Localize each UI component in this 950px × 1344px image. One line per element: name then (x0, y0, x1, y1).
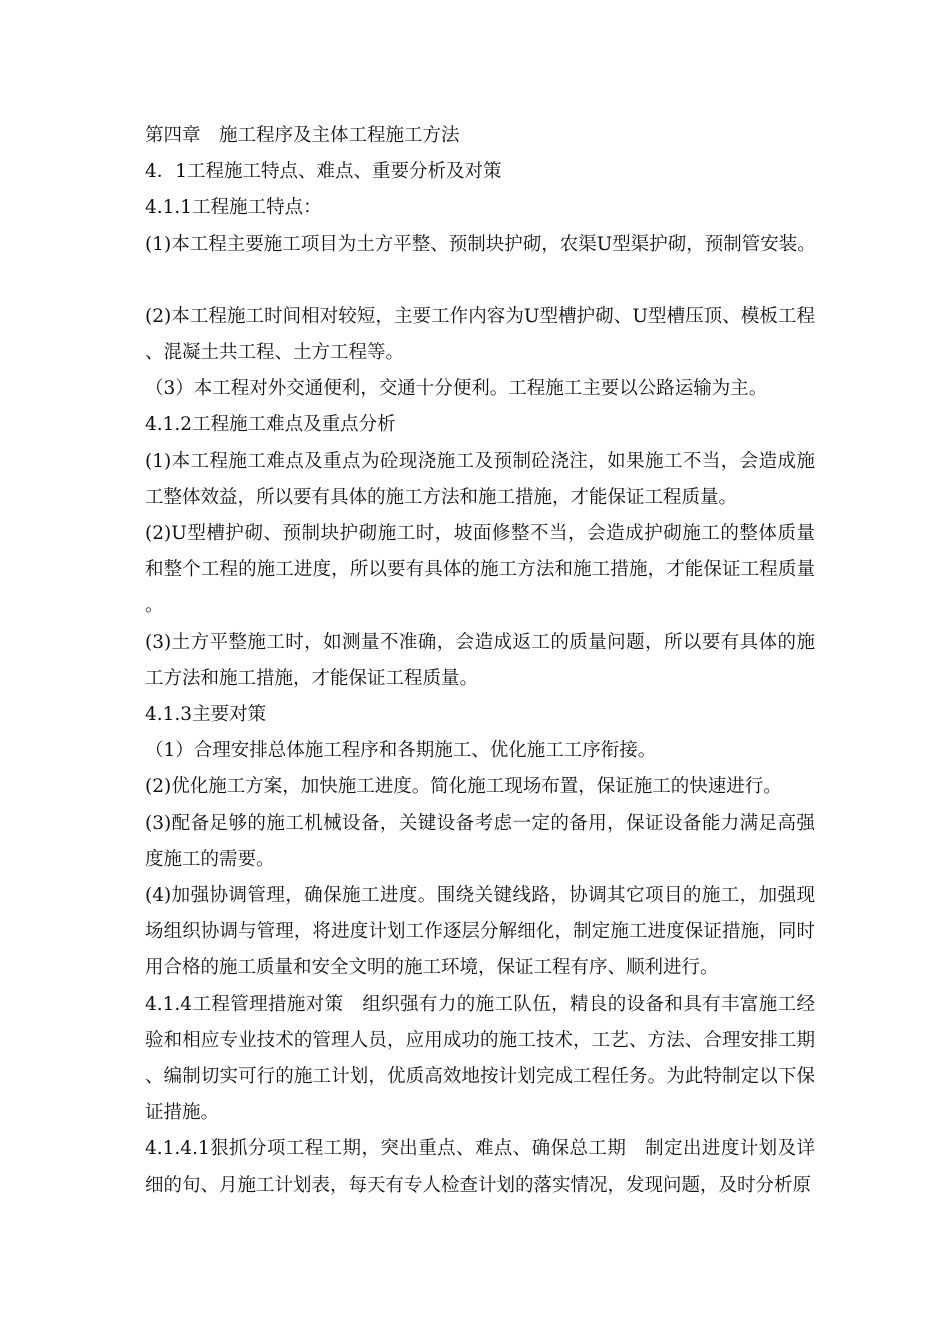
paragraph-4-1-2-item-2: (2)U型槽护砌、预制块护砌施工时，坡面修整不当，会造成护砌施工的整体质量和整个工程的施工进度，所以要有具体的施工方法和施工措施，才能保证工程质量。 (145, 523, 815, 617)
paragraph-4-1-1-item-1: (1)本工程主要施工项目为土方平整、预制块护砌，农渠U型渠护砌，预制管安装。 (145, 233, 816, 255)
document-body (145, 118, 815, 1204)
paragraph-4-1-3-item-3: (3)配备足够的施工机械设备，关键设备考虑一定的备用，保证设备能力满足高强度施工的需要。 (145, 812, 815, 870)
section-heading-4-1-3: 4.1.3主要对策 (145, 704, 267, 726)
paragraph-4-1-3-item-4: (4)加强协调管理，确保施工进度。围绕关键线路，协调其它项目的施工，加强现场组织协调与管理，将进度计划工作逐层分解细化，制定施工进度保证措施，同时用合格的施工质量和安全文明的施工环境，保证工程有序、顺利进行。 (145, 885, 815, 979)
paragraph-4-1-4: 4.1.4工程管理措施对策 组织强有力的施工队伍，精良的设备和具有丰富施工经验和相应专业技术的管理人员，应用成功的施工技术，工艺、方法、合理安排工期、编制切实可行的施工计划，优质高效地按计划完成工程任务。为此特制定以下保证措施。 (145, 993, 815, 1124)
paragraph-4-1-1-item-3: （3）本工程对外交通便利，交通十分便利。工程施工主要以公路运输为主。 (145, 378, 768, 400)
paragraph-4-1-3-item-2: (2)优化施工方案，加快施工进度。简化施工现场布置，保证施工的快速进行。 (145, 776, 782, 798)
paragraph-4-1-2-item-3: (3)土方平整施工时，如测量不准确，会造成返工的质量问题，所以要有具体的施工方法和施工措施，才能保证工程质量。 (145, 631, 815, 689)
paragraph-4-1-1-item-2: (2)本工程施工时间相对较短，主要工作内容为U型槽护砌、U型槽压顶、模板工程、混凝土共工程、土方工程等。 (145, 305, 815, 364)
section-heading-4-1-1: 4.1.1工程施工特点： (145, 197, 322, 219)
paragraph-4-1-3-item-1: （1）合理安排总体施工程序和各期施工、优化施工工序衔接。 (145, 740, 657, 762)
blank-line (145, 263, 815, 299)
paragraph-4-1-2-item-1: (1)本工程施工难点及重点为砼现浇施工及预制砼浇注，如果施工不当，会造成施工整体效益，所以要有具体的施工方法和施工措施，才能保证工程质量。 (145, 450, 815, 508)
section-heading-4-1: 4．1工程施工特点、难点、重要分析及对策 (145, 161, 502, 183)
paragraph-4-1-4-1: 4.1.4.1狠抓分项工程工期，突出重点、难点、确保总工期 制定出进度计划及详细的旬、月施工计划表，每天有专人检查计划的落实情况，发现问题，及时分析原 (145, 1138, 815, 1196)
section-heading-4-1-2: 4.1.2工程施工难点及重点分析 (145, 414, 396, 436)
chapter-title: 第四章 施工程序及主体工程施工方法 (145, 125, 460, 146)
